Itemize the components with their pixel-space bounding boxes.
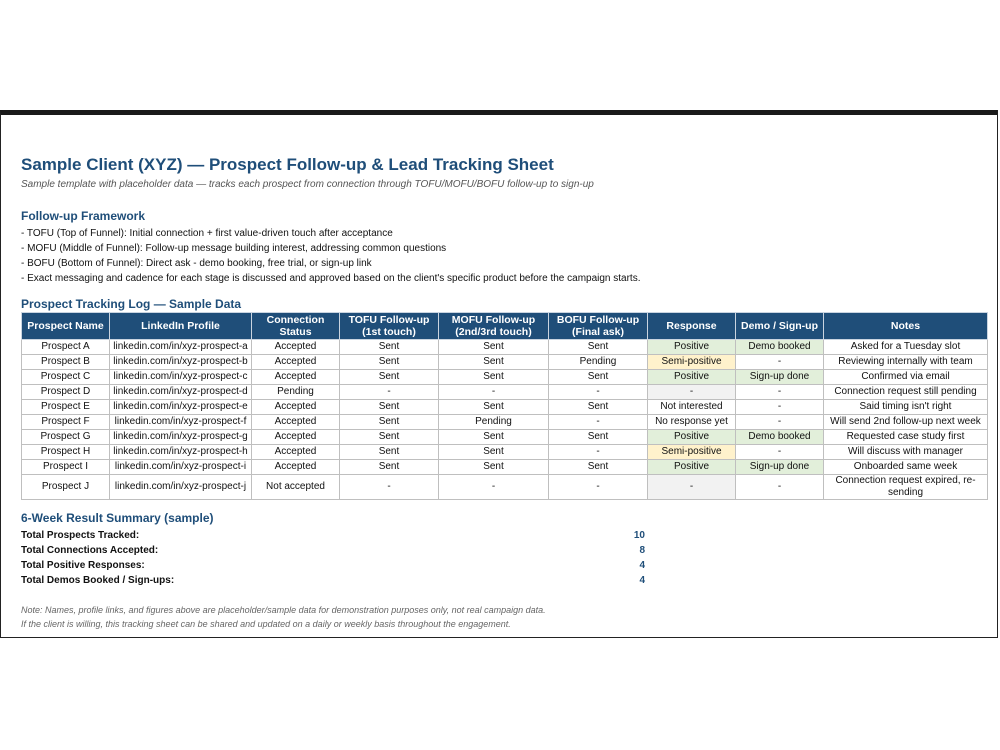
table-cell: Pending <box>252 385 340 400</box>
table-cell: Sign-up done <box>736 460 824 475</box>
column-header: BOFU Follow-up (Final ask) <box>549 313 648 340</box>
table-cell: - <box>736 415 824 430</box>
table-cell: Accepted <box>252 370 340 385</box>
column-header: Response <box>648 313 736 340</box>
table-cell: Accepted <box>252 460 340 475</box>
column-header: Prospect Name <box>22 313 110 340</box>
table-row <box>22 445 988 460</box>
table-cell: Accepted <box>252 445 340 460</box>
summary-value: 8 <box>639 545 645 556</box>
table-cell: linkedin.com/in/xyz-prospect-g <box>110 430 252 445</box>
framework-line: - MOFU (Middle of Funnel): Follow-up message building interest, addressing common questions <box>21 243 447 254</box>
tracking-table <box>21 312 988 500</box>
table-cell: Semi-positive <box>648 445 736 460</box>
table-cell: Connection request still pending <box>824 385 988 400</box>
table-cell: Prospect A <box>22 340 110 355</box>
table-row <box>22 415 988 430</box>
table-cell: - <box>439 475 549 500</box>
document-body <box>21 155 987 629</box>
table-cell: - <box>549 415 648 430</box>
table-cell: Demo booked <box>736 430 824 445</box>
table-cell: Prospect J <box>22 475 110 500</box>
table-cell: Accepted <box>252 430 340 445</box>
table-cell: Prospect D <box>22 385 110 400</box>
table-cell: Prospect F <box>22 415 110 430</box>
table-cell: Accepted <box>252 355 340 370</box>
table-cell: Pending <box>549 355 648 370</box>
table-cell: Accepted <box>252 400 340 415</box>
table-cell: Sent <box>549 400 648 415</box>
table-cell: Prospect B <box>22 355 110 370</box>
table-cell: Onboarded same week <box>824 460 988 475</box>
table-header-row <box>22 313 988 340</box>
table-cell: Sent <box>340 430 439 445</box>
table-row <box>22 355 988 370</box>
table-cell: linkedin.com/in/xyz-prospect-j <box>110 475 252 500</box>
table-cell: linkedin.com/in/xyz-prospect-h <box>110 445 252 460</box>
table-cell: linkedin.com/in/xyz-prospect-e <box>110 400 252 415</box>
column-header: TOFU Follow-up (1st touch) <box>340 313 439 340</box>
table-cell: linkedin.com/in/xyz-prospect-c <box>110 370 252 385</box>
table-cell: - <box>549 475 648 500</box>
column-header: MOFU Follow-up (2nd/3rd touch) <box>439 313 549 340</box>
table-cell: Positive <box>648 340 736 355</box>
table-cell: Sign-up done <box>736 370 824 385</box>
table-cell: Will discuss with manager <box>824 445 988 460</box>
summary-row <box>21 543 721 558</box>
footnote: If the client is willing, this tracking sheet can be shared and updated on a daily or weekly basis throughout the engagement. <box>21 619 511 629</box>
footnote: Note: Names, profile links, and figures above are placeholder/sample data for demonstration purposes only, not real campaign data. <box>21 605 546 615</box>
table-cell: Sent <box>340 460 439 475</box>
summary-label: Total Demos Booked / Sign-ups: <box>21 575 175 586</box>
framework-line: - TOFU (Top of Funnel): Initial connection + first value-driven touch after acceptance <box>21 228 393 239</box>
table-cell: - <box>648 475 736 500</box>
table-cell: Sent <box>340 340 439 355</box>
summary-label: Total Prospects Tracked: <box>21 530 140 541</box>
table-cell: - <box>340 385 439 400</box>
column-header: Connection Status <box>252 313 340 340</box>
table-cell: Not accepted <box>252 475 340 500</box>
table-cell: Accepted <box>252 415 340 430</box>
table-cell: - <box>648 385 736 400</box>
table-cell: linkedin.com/in/xyz-prospect-a <box>110 340 252 355</box>
footnotes <box>21 603 546 631</box>
table-cell: - <box>736 385 824 400</box>
table-cell: Sent <box>439 430 549 445</box>
table-cell: Will send 2nd follow-up next week <box>824 415 988 430</box>
table-cell: linkedin.com/in/xyz-prospect-i <box>110 460 252 475</box>
table-row <box>22 385 988 400</box>
table-cell: Sent <box>549 370 648 385</box>
column-header: LinkedIn Profile <box>110 313 252 340</box>
page-subtitle: Sample template with placeholder data — tracks each prospect from connection through TOFU/MOFU/BOFU follow-up to sign-up <box>21 179 594 190</box>
table-row <box>22 475 988 500</box>
table-row <box>22 430 988 445</box>
table-cell: Sent <box>340 370 439 385</box>
table-cell: Prospect H <box>22 445 110 460</box>
table-cell: Sent <box>549 460 648 475</box>
summary-value: 10 <box>633 530 645 541</box>
table-cell: Reviewing internally with team <box>824 355 988 370</box>
table-cell: Said timing isn't right <box>824 400 988 415</box>
table-cell: Requested case study first <box>824 430 988 445</box>
summary-heading: 6-Week Result Summary (sample) <box>21 511 214 525</box>
table-body <box>22 340 988 500</box>
framework-heading: Follow-up Framework <box>21 209 146 223</box>
table-cell: linkedin.com/in/xyz-prospect-d <box>110 385 252 400</box>
framework-line: - Exact messaging and cadence for each stage is discussed and approved based on the client's specific product before the campaign starts. <box>21 273 641 284</box>
table-cell: - <box>736 355 824 370</box>
table-cell: Prospect I <box>22 460 110 475</box>
summary-section <box>21 511 721 588</box>
document-frame <box>0 110 998 638</box>
summary-value: 4 <box>639 560 645 571</box>
table-cell: - <box>549 385 648 400</box>
table-cell: - <box>340 475 439 500</box>
table-cell: No response yet <box>648 415 736 430</box>
table-cell: Prospect C <box>22 370 110 385</box>
summary-row <box>21 573 721 588</box>
table-cell: Demo booked <box>736 340 824 355</box>
table-cell: Sent <box>549 340 648 355</box>
summary-row <box>21 528 721 543</box>
table-cell: Not interested <box>648 400 736 415</box>
framework-line: - BOFU (Bottom of Funnel): Direct ask - demo booking, free trial, or sign-up link <box>21 258 372 269</box>
table-cell: linkedin.com/in/xyz-prospect-b <box>110 355 252 370</box>
table-cell: - <box>736 475 824 500</box>
table-cell: Asked for a Tuesday slot <box>824 340 988 355</box>
summary-value: 4 <box>639 575 645 586</box>
table-cell: Accepted <box>252 340 340 355</box>
table-row <box>22 460 988 475</box>
table-cell: Sent <box>439 355 549 370</box>
table-cell: Sent <box>439 445 549 460</box>
tracking-log-heading: Prospect Tracking Log — Sample Data <box>21 297 242 311</box>
column-header: Notes <box>824 313 988 340</box>
table-cell: linkedin.com/in/xyz-prospect-f <box>110 415 252 430</box>
page-title: Sample Client (XYZ) — Prospect Follow-up & Lead Tracking Sheet <box>21 155 554 174</box>
table-cell: Sent <box>439 340 549 355</box>
table-cell: Sent <box>340 355 439 370</box>
table-cell: Semi-positive <box>648 355 736 370</box>
table-cell: Sent <box>549 430 648 445</box>
table-cell: Positive <box>648 430 736 445</box>
table-cell: Sent <box>439 400 549 415</box>
tracking-log-section <box>21 297 987 500</box>
framework-section <box>21 209 641 286</box>
table-cell: Sent <box>340 445 439 460</box>
table-cell: - <box>549 445 648 460</box>
summary-label: Total Connections Accepted: <box>21 545 159 556</box>
column-header: Demo / Sign-up <box>736 313 824 340</box>
table-row <box>22 370 988 385</box>
table-cell: Sent <box>340 415 439 430</box>
table-cell: Positive <box>648 460 736 475</box>
table-cell: Sent <box>340 400 439 415</box>
table-cell: Prospect G <box>22 430 110 445</box>
table-cell: Sent <box>439 460 549 475</box>
table-cell: - <box>736 445 824 460</box>
summary-label: Total Positive Responses: <box>21 560 145 571</box>
table-cell: Sent <box>439 370 549 385</box>
table-row <box>22 340 988 355</box>
summary-row <box>21 558 721 573</box>
table-row <box>22 400 988 415</box>
table-cell: - <box>736 400 824 415</box>
table-cell: Pending <box>439 415 549 430</box>
table-cell: Prospect E <box>22 400 110 415</box>
table-cell: Confirmed via email <box>824 370 988 385</box>
table-cell: Connection request expired, re-sending <box>824 475 988 500</box>
table-cell: - <box>439 385 549 400</box>
table-cell: Positive <box>648 370 736 385</box>
